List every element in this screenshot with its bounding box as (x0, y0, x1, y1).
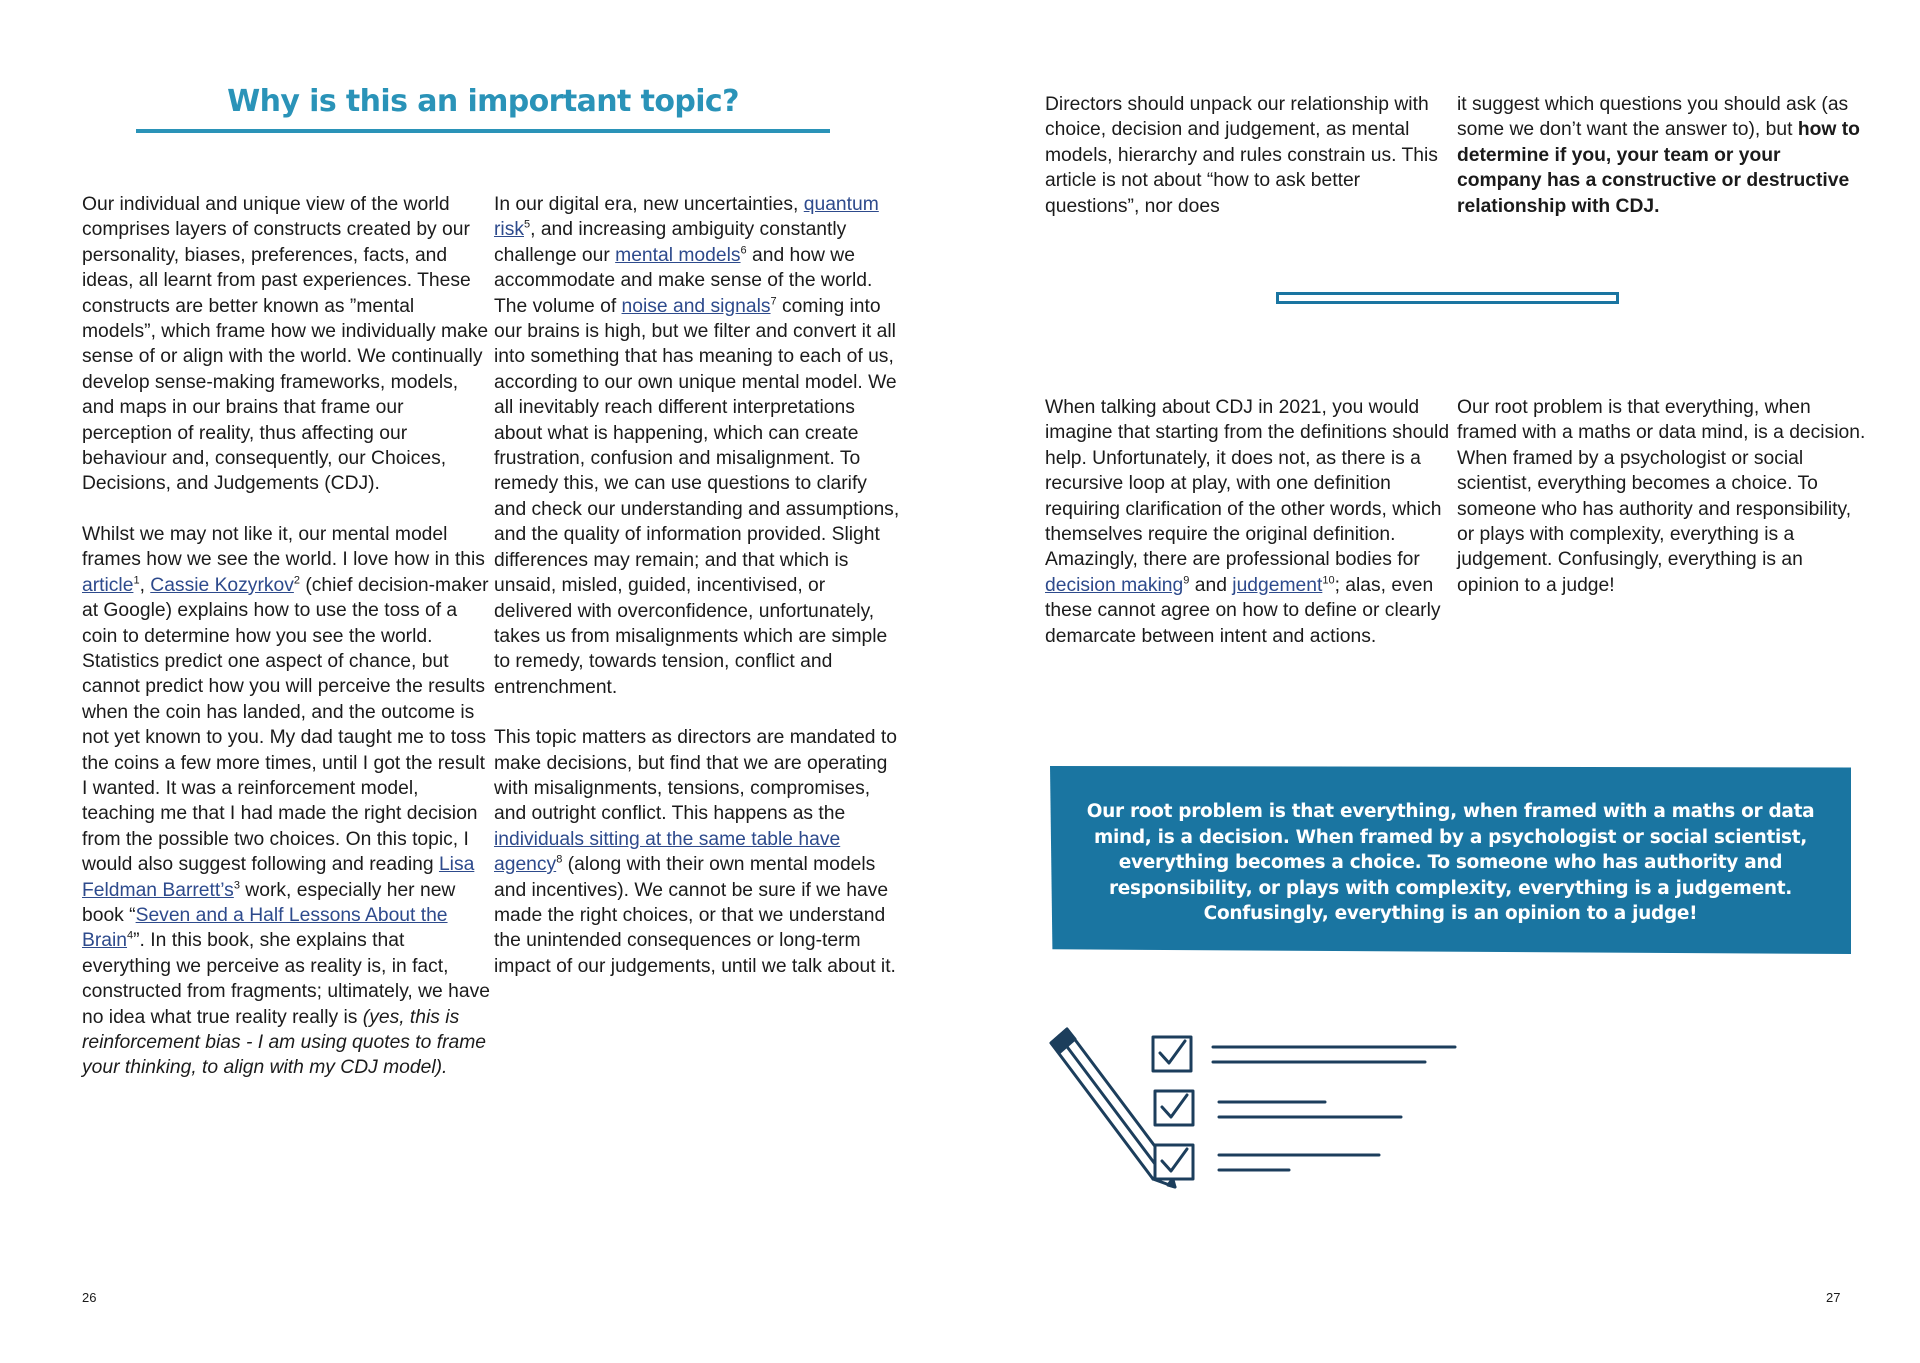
section-heading: Why is this an important topic? (227, 84, 739, 119)
paragraph: Whilst we may not like it, our mental model frames how we see the world. I love how in this article$^1$, Cassie Kozyrkov$^2$ (chief decision-maker at Google) explains how to use the toss of a coin to determine how you see the world. Statistics predict one aspect of chance, but cannot predict how you will perceive the results when the coin has landed, and the outcome is not yet known to you. My dad taught me to toss the coins a few more times, until I got the result I wanted. It was a reinforcement model, teaching me that I had made the right decision from the possible two choices. On this topic, I would also suggest following and reading Lisa Feldman $Barrett’s^3$ work, especially her new book “Seven and a Half Lessons About the Brain$^4$”. In this book, she explains that everything we perceive as reality is, in fact, constructed from fragments; ultimately, we have no idea what true reality really is (yes, this is reinforcement bias - I am using quotes to frame your thinking, to align with my CDJ model). (82, 523, 490, 1079)
right-top-right-column (1457, 92, 1867, 219)
footnote-ref: 2 (293, 574, 300, 587)
footnote-ref: 6 (740, 244, 747, 257)
right-mid-left-column (1045, 395, 1455, 649)
lisa-feldman-barrett-link[interactable]: Lisa Feldman Barrett’s (82, 854, 475, 901)
footnote-ref: 5 (524, 218, 531, 231)
agency-link[interactable]: individuals sitting at the same table have agency (494, 828, 841, 876)
right-top-left-column (1045, 92, 1455, 219)
footnote-ref: 7 (770, 295, 777, 308)
pencil-checklist-icon (1045, 1025, 1465, 1195)
paragraph: This topic matters as directors are mandated to make decisions, but find that we are operating with misalignments, tensions, compromises, and outright conflict. This happens as the individuals sitting at the same table have agency$^8$ (along with their own mental models and incentives). We cannot be sure if we have made the right choices, or that we understand the unintended consequences or long-term impact of our judgements, until we talk about it. (494, 727, 897, 977)
footnote-ref: 4 (127, 929, 134, 942)
checkbox-checked-icon (1153, 1037, 1191, 1071)
quantum-risk-link[interactable]: quantum risk (494, 194, 879, 241)
decision-making-link[interactable]: decision making (1045, 574, 1184, 596)
paragraph: Our root problem is that everything, when framed with a maths or data mind, is a decision. When framed by a psychologist or social scientist, everything becomes a choice. To someone who has authority and responsibility, or plays with complexity, everything is a judgement. Confusingly, everything is an opinion to a judge! (1457, 397, 1866, 596)
section-divider (1276, 292, 1619, 304)
footnote-ref: 9 (1183, 574, 1190, 587)
paragraph: Our individual and unique view of the world comprises layers of constructs created by our personality, biases, preferences, facts, and ideas, all learnt from past experiences. These constructs are better known as ”mental models”, which frame how we individually make sense of or align with the world. We continually develop sense-making frameworks, models, and maps in our brains that frame our perception of reality, thus affecting our behaviour and, consequently, our Choices, Decisions, and Judgements (CDJ). (82, 194, 489, 495)
right-mid-right-column (1457, 395, 1867, 598)
page-number-right: 27 (1826, 1290, 1841, 1305)
cassie-kozyrkov-link[interactable]: Cassie Kozyrkov (150, 574, 294, 596)
italic-aside: (yes, this is reinforcement bias - I am using quotes to frame your thinking, to align with my CDJ model). (82, 1006, 487, 1079)
paragraph: In our digital era, new uncertainties, quantum risk$^5$, and increasing ambiguity constantly challenge our mental models$^6$ and how we accommodate and make sense of the world. The volume of noise and signals$^7$ coming into our brains is high, but we filter and convert it all into something that has meaning to each of us, according to our own unique mental model. We all inevitably reach different interpretations about what is happening, which can create frustration, confusion and misalignment. To remedy this, we can use questions to clarify and check our understanding and assumptions, and the quality of information provided. Slight differences may remain; and that which is unsaid, misled, guided, incentivised, or delivered with overconfidence, unfortunately, takes us from misalignments which are simple to remedy, towards tension, conflict and entrenchment. (494, 194, 900, 698)
pull-quote-text: Our root problem is that everything, when framed with a maths or data mind, is a decision. When framed by a psychologist or social scientist, everything becomes a choice. To someone who has authority and responsibility, or plays with complexity, everything is a judgement. Confusingly, everything is an opinion to a judge! (1086, 801, 1815, 924)
paragraph: it suggest which questions you should ask (as some we don’t want the answer to), but how to determine if you, your team or your company has a constructive or destructive relationship with CDJ. (1457, 94, 1860, 217)
checkbox-checked-icon (1155, 1145, 1193, 1179)
article-link[interactable]: article (82, 574, 134, 596)
checkbox-checked-icon (1155, 1091, 1193, 1125)
footnote-ref: 3 (233, 879, 240, 892)
footnote-ref: 10 (1322, 574, 1335, 587)
noise-and-signals-link[interactable]: noise and signals (621, 295, 771, 317)
footnote-ref: 1 (133, 574, 140, 587)
bold-emphasis: how to determine if you, your team or your company has a constructive or destructive relationship with CDJ. (1457, 119, 1860, 217)
left-column-2 (494, 192, 904, 979)
left-column-1 (82, 192, 492, 1081)
footnote-ref: 8 (556, 853, 563, 866)
page-number-left: 26 (82, 1290, 97, 1305)
heading-underline (136, 129, 830, 133)
book-link[interactable]: Seven and a Half Lessons About the Brain (82, 904, 448, 952)
mental-models-link[interactable]: mental models (615, 244, 741, 266)
judgement-link[interactable]: judgement (1232, 574, 1323, 596)
paragraph: Directors should unpack our relationship with choice, decision and judgement, as mental models, hierarchy and rules constrain us. This article is not about “how to ask better questions”, nor does (1045, 94, 1438, 217)
paragraph: When talking about CDJ in 2021, you would imagine that starting from the definitions should help. Unfortunately, it does not, as there is a recursive loop at play, with one definition requiring clarification of the other words, which themselves require the original definition. Amazingly, there are professional bodies for decision making$^9$ and judgement$^{10}$; alas, even these cannot agree on how to define or clearly demarcate between intent and actions. (1045, 397, 1450, 647)
